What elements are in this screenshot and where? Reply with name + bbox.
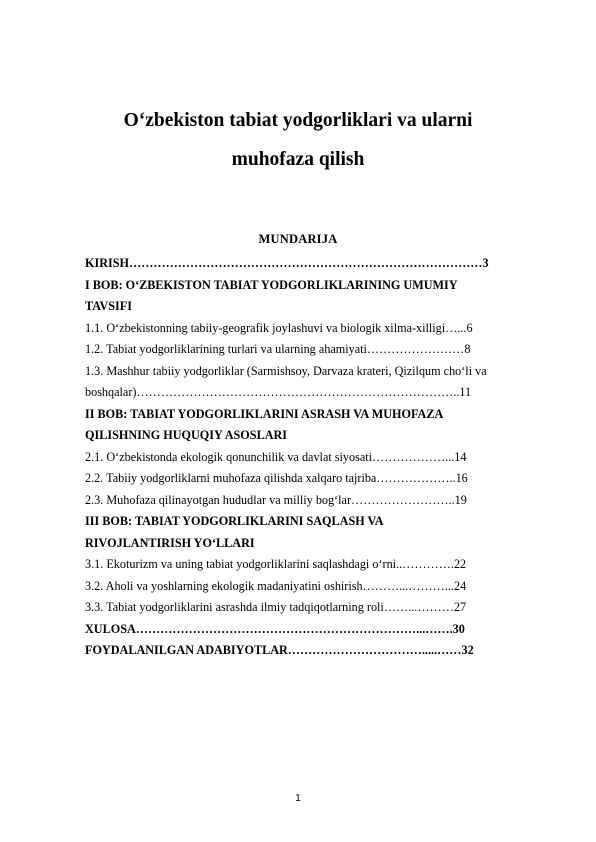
toc-heading: MUNDARIJA: [258, 232, 338, 246]
toc-line: III BOB: TABIAT YODGORLIKLARINI SAQLASH VA: [85, 514, 384, 528]
toc-line: 2.2. Tabiiy yodgorliklarni muhofaza qilishda xalqaro tajriba………………..16: [85, 471, 468, 485]
document-title-line-1: Oʻzbekiston tabiat yodgorliklari va ularni: [123, 110, 473, 131]
toc-line: KIRISH……………………………………………………………………………3: [85, 256, 489, 270]
toc-line: boshqalar)……………………………………………………………………..11: [85, 385, 472, 399]
toc-line: FOYDALANILGAN ADABIYOTLAR…………………………….....……32: [85, 643, 474, 657]
page-number: 1: [295, 793, 301, 804]
toc-line: 1.1. Oʻzbekistonning tabiiy-geografik joylashuvi va biologik xilma-xilligi…...6: [85, 320, 473, 335]
toc-line: 1.2. Tabiat yodgorliklarining turlari va ularning ahamiyati……………………8: [85, 342, 471, 356]
toc-line: 2.3. Muhofaza qilinayotgan hududlar va milliy bogʻlar……………………..19: [85, 492, 467, 507]
toc-line: XULOSA……………………………………………………………...…….30: [85, 621, 465, 636]
toc-line: 1.3. Mashhur tabiiy yodgorliklar (Sarmishsoy, Darvaza krateri, Qizilqum choʻli va: [85, 363, 487, 378]
toc-line: 2.1. Oʻzbekistonda ekologik qonunchilik va davlat siyosati………………...14: [85, 449, 467, 464]
document-title-line-2: muhofaza qilish: [231, 149, 365, 170]
toc-line: 3.1. Ekoturizm va uning tabiat yodgorliklarini saqlashdagi oʻrni..………….22: [85, 557, 467, 571]
toc-line: 3.3. Tabiat yodgorliklarini asrashda ilmiy tadqiqotlarning roli……...………27: [85, 600, 467, 614]
toc-line: RIVOJLANTIRISH YOʻLLARI: [85, 535, 255, 550]
toc-line: II BOB: TABIAT YODGORLIKLARINI ASRASH VA MUHOFAZA: [85, 406, 444, 421]
toc-line: TAVSIFI: [85, 299, 132, 313]
table-of-contents: [85, 253, 525, 662]
toc-line: QILISHNING HUQUQIY ASOSLARI: [85, 428, 288, 442]
toc-line: 3.2. Aholi va yoshlarning ekologik madaniyatini oshirish………...………...24: [85, 578, 467, 593]
toc-line: I BOB: OʻZBEKISTON TABIAT YODGORLIKLARINING UMUMIY: [85, 277, 458, 292]
